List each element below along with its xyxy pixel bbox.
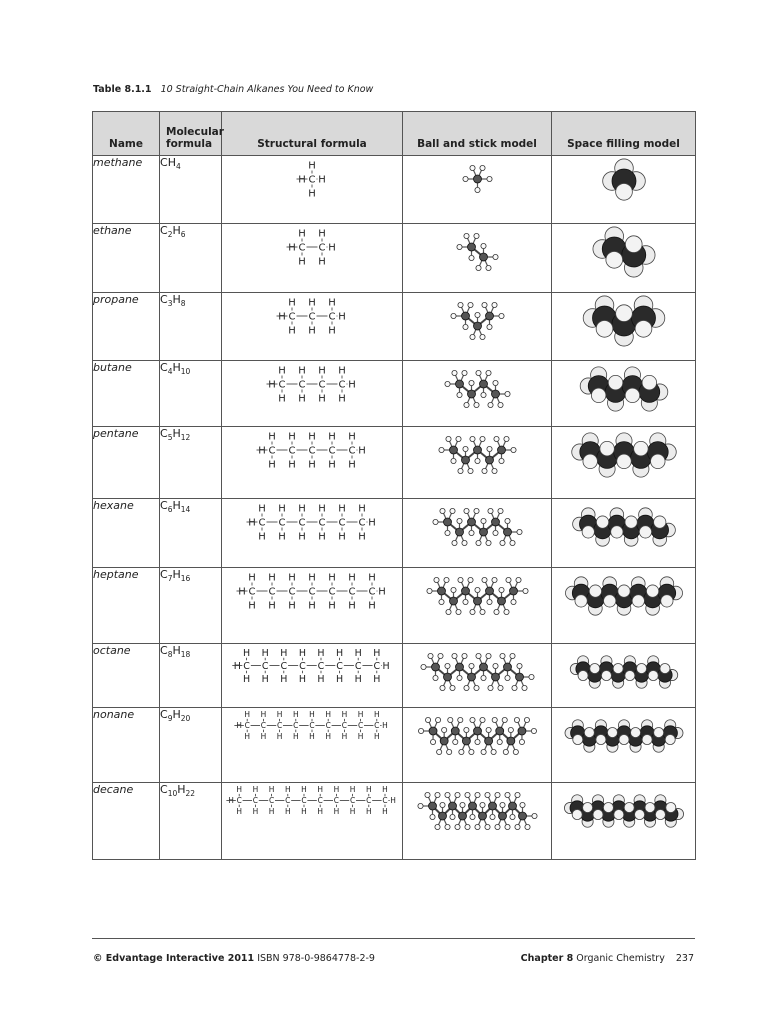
molecular-formula: $C_6H_{14}$	[160, 499, 222, 568]
svg-text:H: H	[288, 572, 296, 584]
space-filling-model	[559, 427, 689, 483]
svg-text:C: C	[308, 174, 316, 186]
svg-text:C: C	[325, 721, 331, 731]
svg-text:H: H	[276, 710, 283, 720]
space-filling-cell	[552, 224, 696, 293]
svg-text:C: C	[366, 796, 372, 806]
space-filling-model	[559, 224, 689, 280]
header-molecular-formula: Molecular formula	[160, 112, 222, 156]
structural-formula	[222, 644, 403, 708]
alkane-row-ethane	[93, 224, 696, 293]
alkane-name: octane	[93, 644, 160, 708]
svg-text:C: C	[318, 242, 326, 254]
svg-text:C: C	[268, 445, 276, 457]
svg-text:H: H	[278, 503, 286, 515]
ball-and-stick-model	[415, 568, 540, 624]
svg-text:C: C	[260, 721, 267, 731]
svg-text:H: H	[349, 807, 356, 817]
svg-text:H: H	[336, 673, 344, 685]
chapter-label: Chapter 8	[520, 953, 574, 964]
space-filling-cell	[552, 783, 696, 860]
svg-text:H: H	[308, 572, 316, 584]
space-filling-cell	[552, 708, 696, 783]
svg-text:C: C	[298, 242, 306, 254]
svg-text:H: H	[268, 459, 276, 471]
svg-text:H: H	[373, 647, 381, 659]
svg-text:H: H	[341, 732, 348, 742]
svg-text:H: H	[373, 710, 380, 720]
structural-formula	[222, 293, 403, 361]
alkane-name: heptane	[93, 568, 160, 644]
header-ball-and-stick: Ball and stick model	[403, 112, 552, 156]
svg-text:H: H	[358, 531, 366, 543]
space-filling-cell	[552, 568, 696, 644]
molecular-formula: $C_3H_8$	[160, 293, 222, 361]
svg-text:C: C	[338, 517, 346, 529]
space-filling-cell	[552, 156, 696, 224]
svg-text:H: H	[382, 785, 388, 795]
alkane-name: ethane	[93, 224, 160, 293]
space-filling-model	[559, 644, 689, 700]
alkane-row-octane	[93, 644, 696, 708]
svg-text:H: H	[328, 431, 336, 443]
svg-text:H: H	[280, 673, 288, 685]
alkane-row-hexane	[93, 499, 696, 568]
ball-and-stick-model	[415, 499, 540, 555]
svg-text:H: H	[284, 785, 291, 795]
svg-text:H: H	[318, 174, 326, 186]
svg-text:H: H	[328, 297, 336, 309]
molecular-formula: $C_9H_{20}$	[160, 708, 222, 783]
svg-text:H: H	[318, 256, 326, 268]
svg-text:H: H	[278, 311, 286, 323]
svg-text:H: H	[288, 459, 296, 471]
svg-text:H: H	[333, 785, 340, 795]
svg-text:C: C	[299, 660, 307, 672]
svg-text:H: H	[308, 325, 316, 337]
svg-text:H: H	[318, 531, 326, 543]
svg-text:C: C	[348, 445, 356, 457]
svg-text:H: H	[248, 600, 256, 612]
structural-formula-diagram	[252, 427, 372, 473]
svg-text:H: H	[268, 807, 275, 817]
svg-text:H: H	[325, 710, 332, 720]
svg-text:H: H	[298, 531, 306, 543]
header-space-filling: Space filling model	[552, 112, 696, 156]
svg-text:H: H	[349, 785, 356, 795]
svg-text:C: C	[373, 660, 381, 672]
svg-text:C: C	[280, 660, 288, 672]
alkanes-table	[92, 111, 696, 860]
svg-text:C: C	[317, 660, 325, 672]
svg-text:H: H	[373, 732, 380, 742]
svg-text:H: H	[328, 600, 336, 612]
svg-text:H: H	[278, 365, 286, 377]
svg-text:H: H	[258, 503, 266, 515]
footer-publisher	[93, 953, 375, 964]
ball-and-stick-cell	[403, 499, 552, 568]
ball-and-stick-cell	[403, 361, 552, 427]
svg-text:H: H	[308, 600, 316, 612]
svg-text:H: H	[318, 365, 326, 377]
table-caption	[93, 84, 373, 95]
svg-text:H: H	[298, 174, 306, 186]
svg-text:H: H	[288, 242, 296, 254]
svg-text:H: H	[268, 572, 276, 584]
svg-text:H: H	[236, 785, 242, 795]
svg-text:C: C	[317, 796, 323, 806]
svg-text:H: H	[348, 572, 356, 584]
structural-formula	[222, 499, 403, 568]
svg-text:C: C	[336, 660, 344, 672]
svg-text:H: H	[357, 710, 364, 720]
structural-formula-diagram	[231, 708, 393, 743]
svg-text:C: C	[328, 311, 336, 323]
svg-text:H: H	[373, 673, 381, 685]
svg-text:H: H	[338, 393, 346, 405]
svg-text:C: C	[357, 721, 364, 731]
svg-text:H: H	[288, 431, 296, 443]
svg-text:H: H	[248, 572, 256, 584]
svg-text:C: C	[309, 721, 315, 731]
svg-text:C: C	[288, 586, 296, 598]
alkane-name: propane	[93, 293, 160, 361]
svg-text:H: H	[309, 732, 315, 742]
ball-and-stick-model	[415, 783, 540, 839]
svg-text:C: C	[318, 517, 326, 529]
ball-and-stick-cell	[403, 644, 552, 708]
svg-text:H: H	[317, 785, 323, 795]
svg-text:H: H	[357, 732, 364, 742]
svg-text:C: C	[276, 721, 283, 731]
svg-text:H: H	[308, 459, 316, 471]
svg-text:H: H	[382, 807, 388, 817]
svg-text:H: H	[238, 586, 246, 598]
svg-text:C: C	[293, 721, 299, 731]
svg-text:H: H	[243, 673, 251, 685]
molecular-formula: $CH_4$	[160, 156, 222, 224]
svg-text:H: H	[318, 228, 326, 240]
svg-text:H: H	[278, 393, 286, 405]
svg-text:H: H	[299, 647, 307, 659]
table-body	[93, 156, 696, 860]
svg-text:H: H	[298, 365, 306, 377]
svg-text:C: C	[285, 796, 291, 806]
svg-text:H: H	[298, 503, 306, 515]
alkane-row-propane	[93, 293, 696, 361]
svg-text:H: H	[244, 710, 251, 720]
structural-formula	[222, 708, 403, 783]
structural-formula	[222, 568, 403, 644]
svg-text:C: C	[328, 586, 336, 598]
svg-text:H: H	[333, 807, 340, 817]
svg-text:H: H	[292, 732, 299, 742]
footer-chapter	[521, 953, 694, 964]
svg-text:H: H	[301, 785, 307, 795]
ball-and-stick-cell	[403, 427, 552, 499]
space-filling-cell	[552, 361, 696, 427]
copyright: © Edvantage Interactive 2011	[93, 953, 255, 964]
svg-text:H: H	[368, 600, 376, 612]
structural-formula-diagram	[292, 156, 332, 202]
structural-formula-diagram	[228, 644, 395, 687]
structural-formula-diagram	[282, 224, 342, 270]
svg-text:C: C	[244, 721, 250, 731]
svg-text:H: H	[318, 393, 326, 405]
ball-and-stick-cell	[403, 783, 552, 860]
svg-text:H: H	[317, 673, 325, 685]
svg-text:H: H	[260, 732, 267, 742]
svg-text:H: H	[268, 431, 276, 443]
svg-text:C: C	[374, 721, 380, 731]
svg-text:H: H	[348, 459, 356, 471]
structural-formula-diagram	[272, 293, 352, 339]
structural-formula	[222, 224, 403, 293]
svg-text:H: H	[268, 600, 276, 612]
structural-formula	[222, 427, 403, 499]
svg-text:C: C	[262, 660, 269, 672]
ball-and-stick-cell	[403, 568, 552, 644]
molecular-formula: $C_4H_{10}$	[160, 361, 222, 427]
svg-text:C: C	[298, 517, 306, 529]
svg-text:H: H	[318, 503, 326, 515]
svg-text:C: C	[236, 796, 242, 806]
space-filling-model	[559, 783, 689, 839]
ball-and-stick-model	[415, 708, 540, 764]
alkane-row-decane	[93, 783, 696, 860]
header-name: Name	[93, 112, 160, 156]
svg-text:H: H	[298, 228, 306, 240]
svg-text:H: H	[328, 242, 336, 254]
ball-and-stick-model	[415, 427, 540, 483]
ball-and-stick-model	[415, 156, 540, 212]
svg-text:C: C	[288, 445, 296, 457]
space-filling-cell	[552, 427, 696, 499]
molecular-formula: $C_{10}H_{22}$	[160, 783, 222, 860]
alkane-row-pentane	[93, 427, 696, 499]
svg-text:H: H	[236, 721, 242, 731]
alkane-name: pentane	[93, 427, 160, 499]
space-filling-model	[559, 708, 689, 764]
svg-text:C: C	[268, 796, 275, 806]
alkane-row-nonane	[93, 708, 696, 783]
svg-text:H: H	[328, 325, 336, 337]
svg-text:H: H	[292, 710, 299, 720]
svg-text:H: H	[365, 785, 372, 795]
svg-text:C: C	[333, 796, 339, 806]
svg-text:H: H	[336, 647, 344, 659]
svg-text:C: C	[278, 379, 286, 391]
page-number: 237	[675, 953, 694, 964]
ball-and-stick-cell	[403, 708, 552, 783]
ball-and-stick-cell	[403, 293, 552, 361]
molecular-formula: $C_8H_{18}$	[160, 644, 222, 708]
alkane-row-methane	[93, 156, 696, 224]
svg-text:C: C	[355, 660, 362, 672]
space-filling-model	[559, 293, 689, 349]
svg-text:H: H	[268, 785, 275, 795]
svg-text:C: C	[308, 311, 316, 323]
alkane-name: methane	[93, 156, 160, 224]
svg-text:H: H	[288, 325, 296, 337]
svg-text:H: H	[308, 297, 316, 309]
alkane-row-heptane	[93, 568, 696, 644]
svg-text:H: H	[252, 807, 259, 817]
isbn: ISBN 978-0-9864778-2-9	[257, 953, 375, 964]
svg-text:H: H	[298, 393, 306, 405]
svg-text:C: C	[349, 796, 356, 806]
space-filling-model	[559, 361, 689, 417]
svg-text:H: H	[278, 531, 286, 543]
svg-text:H: H	[358, 503, 366, 515]
alkane-row-butane	[93, 361, 696, 427]
svg-text:C: C	[308, 586, 316, 598]
svg-text:H: H	[328, 459, 336, 471]
svg-text:H: H	[288, 600, 296, 612]
ball-and-stick-model	[415, 644, 540, 700]
svg-text:C: C	[278, 517, 286, 529]
ball-and-stick-model	[415, 224, 540, 280]
header-structural-formula: Structural formula	[222, 112, 403, 156]
svg-text:H: H	[280, 647, 288, 659]
structural-formula-diagram	[242, 499, 382, 545]
molecular-formula: $C_7H_{16}$	[160, 568, 222, 644]
structural-formula-diagram	[232, 568, 392, 614]
space-filling-cell	[552, 499, 696, 568]
space-filling-model	[559, 499, 689, 555]
ball-and-stick-cell	[403, 224, 552, 293]
svg-text:H: H	[308, 160, 316, 172]
svg-text:H: H	[325, 732, 332, 742]
svg-text:H: H	[288, 297, 296, 309]
svg-text:H: H	[338, 311, 346, 323]
svg-text:H: H	[301, 807, 307, 817]
svg-text:H: H	[261, 647, 270, 659]
svg-text:H: H	[348, 431, 356, 443]
svg-text:C: C	[288, 311, 296, 323]
svg-text:H: H	[309, 710, 315, 720]
svg-text:H: H	[258, 531, 266, 543]
space-filling-model	[559, 568, 689, 624]
svg-text:C: C	[308, 445, 316, 457]
svg-text:C: C	[243, 660, 251, 672]
svg-text:H: H	[341, 710, 348, 720]
alkane-name: nonane	[93, 708, 160, 783]
svg-text:H: H	[258, 445, 266, 457]
section-title: Organic Chemistry	[576, 953, 665, 964]
svg-text:H: H	[228, 796, 234, 806]
svg-text:C: C	[348, 586, 356, 598]
svg-text:H: H	[382, 721, 388, 731]
svg-text:C: C	[318, 379, 326, 391]
svg-text:H: H	[308, 431, 316, 443]
svg-text:H: H	[354, 673, 363, 685]
svg-text:H: H	[328, 572, 336, 584]
svg-text:C: C	[252, 796, 258, 806]
svg-text:H: H	[317, 807, 323, 817]
table-header-row	[93, 112, 696, 156]
space-filling-cell	[552, 644, 696, 708]
svg-text:H: H	[268, 379, 276, 391]
svg-text:C: C	[328, 445, 336, 457]
table-title: 10 Straight-Chain Alkanes You Need to Know	[160, 84, 374, 95]
svg-text:H: H	[284, 807, 291, 817]
svg-text:C: C	[368, 586, 376, 598]
svg-text:H: H	[260, 710, 267, 720]
svg-text:C: C	[258, 517, 266, 529]
ball-and-stick-cell	[403, 156, 552, 224]
structural-formula-diagram	[223, 783, 401, 818]
svg-text:H: H	[299, 673, 307, 685]
svg-text:H: H	[276, 732, 283, 742]
svg-text:H: H	[236, 807, 242, 817]
svg-text:C: C	[341, 721, 348, 731]
svg-text:H: H	[390, 796, 396, 806]
molecular-formula: $C_2H_6$	[160, 224, 222, 293]
svg-text:C: C	[298, 379, 306, 391]
svg-text:H: H	[308, 188, 316, 200]
svg-text:H: H	[382, 660, 390, 672]
svg-text:H: H	[354, 647, 363, 659]
svg-text:H: H	[234, 660, 242, 672]
alkane-name: hexane	[93, 499, 160, 568]
svg-text:H: H	[368, 517, 376, 529]
svg-text:H: H	[338, 531, 346, 543]
structural-formula-diagram	[262, 361, 362, 407]
svg-text:H: H	[338, 365, 346, 377]
svg-text:H: H	[365, 807, 372, 817]
svg-text:C: C	[358, 517, 366, 529]
ball-and-stick-model	[415, 293, 540, 349]
svg-text:C: C	[268, 586, 276, 598]
svg-text:H: H	[368, 572, 376, 584]
alkane-name: butane	[93, 361, 160, 427]
svg-text:C: C	[301, 796, 307, 806]
svg-text:H: H	[261, 673, 270, 685]
structural-formula	[222, 783, 403, 860]
svg-text:C: C	[382, 796, 388, 806]
svg-text:H: H	[298, 256, 306, 268]
alkane-name: decane	[93, 783, 160, 860]
svg-text:C: C	[248, 586, 256, 598]
ball-and-stick-model	[415, 361, 540, 417]
svg-text:H: H	[378, 586, 386, 598]
svg-text:H: H	[248, 517, 256, 529]
svg-text:H: H	[252, 785, 259, 795]
svg-text:H: H	[348, 379, 356, 391]
svg-text:C: C	[338, 379, 346, 391]
svg-text:H: H	[348, 600, 356, 612]
svg-text:H: H	[243, 647, 251, 659]
molecular-formula: $C_5H_{12}$	[160, 427, 222, 499]
structural-formula	[222, 156, 403, 224]
footer-divider	[92, 938, 695, 939]
structural-formula	[222, 361, 403, 427]
svg-text:H: H	[358, 445, 366, 457]
space-filling-cell	[552, 293, 696, 361]
svg-text:H: H	[244, 732, 251, 742]
svg-text:H: H	[317, 647, 325, 659]
space-filling-model	[559, 156, 689, 212]
table-label: Table 8.1.1	[93, 84, 152, 95]
svg-text:H: H	[338, 503, 346, 515]
